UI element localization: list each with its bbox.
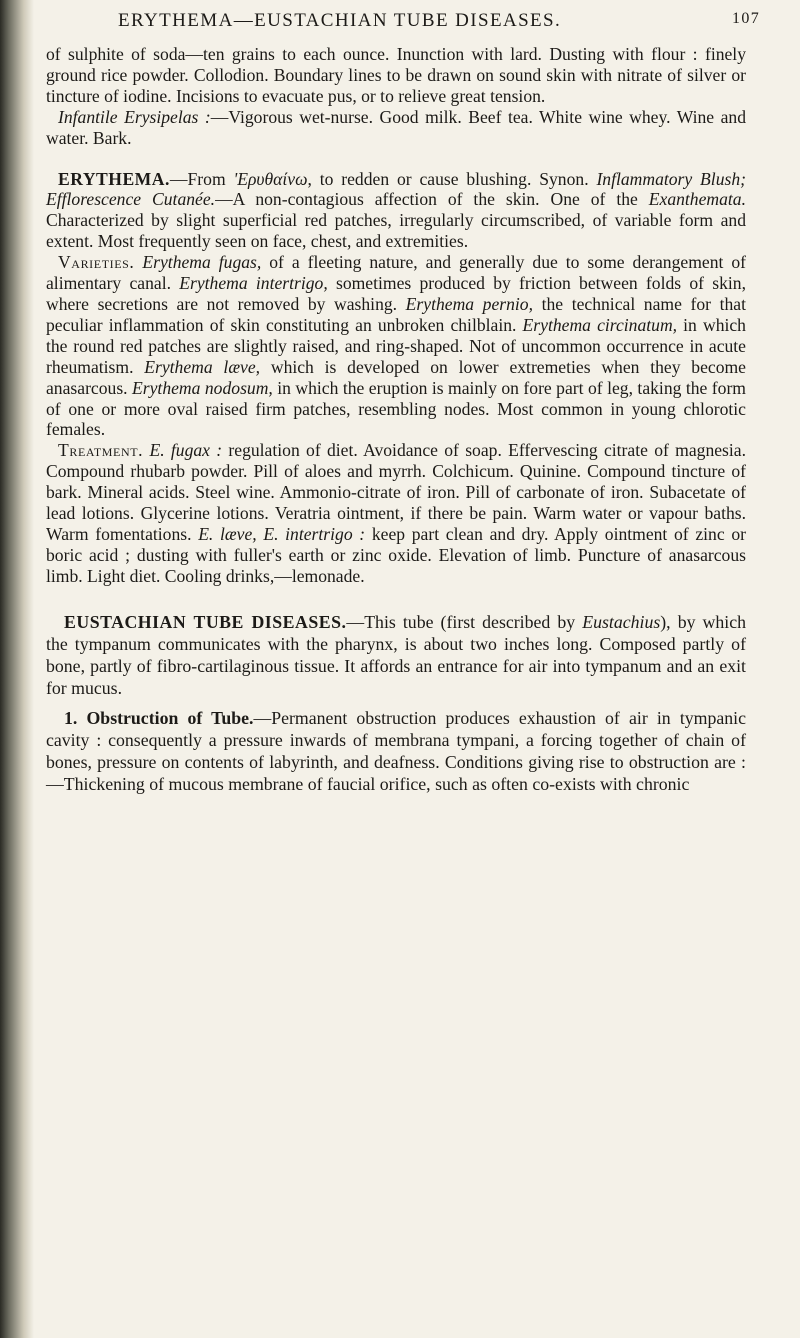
obstruction-paragraph bbox=[46, 707, 746, 795]
infantile-erysipelas-text: —Vigorous wet-nurse. Good milk. Beef tea. White wine whey. Wine and water. Bark. bbox=[46, 106, 747, 148]
eustachian-heading: EUSTACHIAN TUBE DISEASES. bbox=[64, 611, 347, 632]
continued-text: of sulphite of soda—ten grains to each ounce. Inunction with lard. Dusting with flour : finely ground rice powder. Collodion. Boundary lines to be drawn on sound skin with nitrate of silver or tincture of iodine. Incisions to evacuate pus, or to relieve great tension. bbox=[46, 44, 746, 106]
erythema-definition-continued: Characterized by slight superficial red patches, irregularly circumscribed, of variable form and extent. Most frequently seen on face, chest, and extremities. bbox=[46, 210, 746, 252]
variety-nodosum: Erythema nodosum, bbox=[132, 377, 273, 398]
variety-pernio-text: the technical name for that peculiar inflammation of skin constituting an unbroken chilblain. bbox=[46, 293, 746, 335]
eustachian-eponym: Eustachius bbox=[582, 611, 661, 632]
variety-laeve: Erythema læve, bbox=[144, 356, 261, 377]
variety-intertrigo-text: sometimes produced by friction between folds of skin, where secretions are not removed by washing. bbox=[46, 273, 746, 314]
varieties-label: Varieties. bbox=[58, 252, 135, 273]
running-header bbox=[72, 6, 772, 36]
obstruction-text: —Permanent obstruction produces exhaustion of air in tympanic cavity : consequently a pressure inwards of membrana tympani, a forcing together of chain of bones, pressure on contents of labyrinth, and deafness. Conditions giving rise to obstruction are :—Thickening of mucous membrane of faucial orifice, such as often co-exists with chronic bbox=[46, 707, 746, 794]
erythema-definition: —A non-contagious affection of the skin. One of the bbox=[215, 189, 649, 210]
paragraph-gap bbox=[46, 699, 746, 707]
eustachian-intro-continued: ), by which the tympanum communicates with the pharynx, is about two inches long. Composed partly of bone, partly of fibro-cartilaginous tissue. It affords an entrance for air into tympanum and an exit for mucus. bbox=[46, 611, 746, 698]
section-gap bbox=[46, 149, 746, 169]
infantile-erysipelas-label: Infantile Erysipelas : bbox=[58, 106, 211, 127]
obstruction-heading: 1. Obstruction of Tube. bbox=[64, 707, 254, 728]
continued-paragraph bbox=[46, 44, 746, 107]
variety-circinatum-text: in which the round red patches are slightly raised, and ring-shaped. Not of uncommon occurrence in acute rheumatism. bbox=[46, 314, 746, 377]
erythema-group: Exanthemata. bbox=[648, 189, 746, 210]
erythema-synonyms: Inflammatory Blush; Efflorescence Cutanée. bbox=[46, 168, 746, 210]
variety-intertrigo: Erythema intertrigo, bbox=[179, 273, 328, 294]
running-title: ERYTHEMA—EUSTACHIAN TUBE DISEASES. bbox=[118, 10, 562, 31]
treatment-fugax: E. fugax : bbox=[149, 440, 223, 461]
eustachian-intro: —This tube (first described by bbox=[346, 611, 583, 632]
varieties-paragraph bbox=[46, 252, 746, 440]
eustachian-intro-paragraph bbox=[46, 611, 746, 699]
erythema-heading: ERYTHEMA. bbox=[58, 168, 170, 189]
etym-greek: 'Ερυθαίνω bbox=[233, 168, 308, 189]
infantile-erysipelas-paragraph bbox=[46, 107, 746, 149]
page-body bbox=[46, 44, 746, 795]
variety-fugas-text: of a fleeting nature, and generally due to some derangement of alimentary canal. bbox=[46, 252, 747, 294]
book-spine-shadow bbox=[0, 0, 34, 1338]
treatment-label: Treatment. bbox=[58, 440, 144, 461]
etym-gloss: , to redden or cause blushing. Synon. bbox=[307, 168, 597, 189]
etym-prefix: —From bbox=[169, 168, 234, 189]
variety-pernio: Erythema pernio, bbox=[405, 293, 534, 314]
variety-nodosum-text: in which the eruption is mainly on fore part of leg, taking the form of one or more oval raised firm patches, resembling nodes. Most common in young chlorotic females. bbox=[46, 377, 746, 440]
treatment-text: regulation of diet. Avoidance of soap. Effervescing citrate of magnesia. Compound rhubarb powder. Pill of aloes and myrrh. Colchicum. Quinine. Compound tincture of bark. Mineral acids. Steel wine. Ammonio-citrate of iron. Pill of carbonate of iron. Subacetate of lead lotions. Glycerine lotions. Veratria ointment, if there be pain. Warm water or vapour baths. Warm fomentations. bbox=[46, 440, 746, 544]
erythema-section bbox=[46, 44, 746, 587]
erythema-definition-paragraph bbox=[46, 169, 746, 253]
variety-circinatum: Erythema circinatum, bbox=[522, 314, 678, 335]
variety-fugas: Erythema fugas, bbox=[142, 252, 262, 273]
page-number: 107 bbox=[732, 10, 761, 27]
treatment-laeve-intertrigo: E. læve, E. intertrigo : bbox=[198, 523, 366, 544]
variety-laeve-text: which is developed on lower extremeties when they become anasarcous. bbox=[46, 356, 746, 398]
treatment-text-continued: keep part clean and dry. Apply ointment of zinc or boric acid ; dusting with fuller's earth or zinc oxide. Elevation of limb. Puncture of anasarcous limb. Light diet. Cooling drinks,—lemonade. bbox=[46, 523, 746, 586]
treatment-paragraph bbox=[46, 440, 746, 586]
eustachian-section bbox=[46, 611, 746, 795]
